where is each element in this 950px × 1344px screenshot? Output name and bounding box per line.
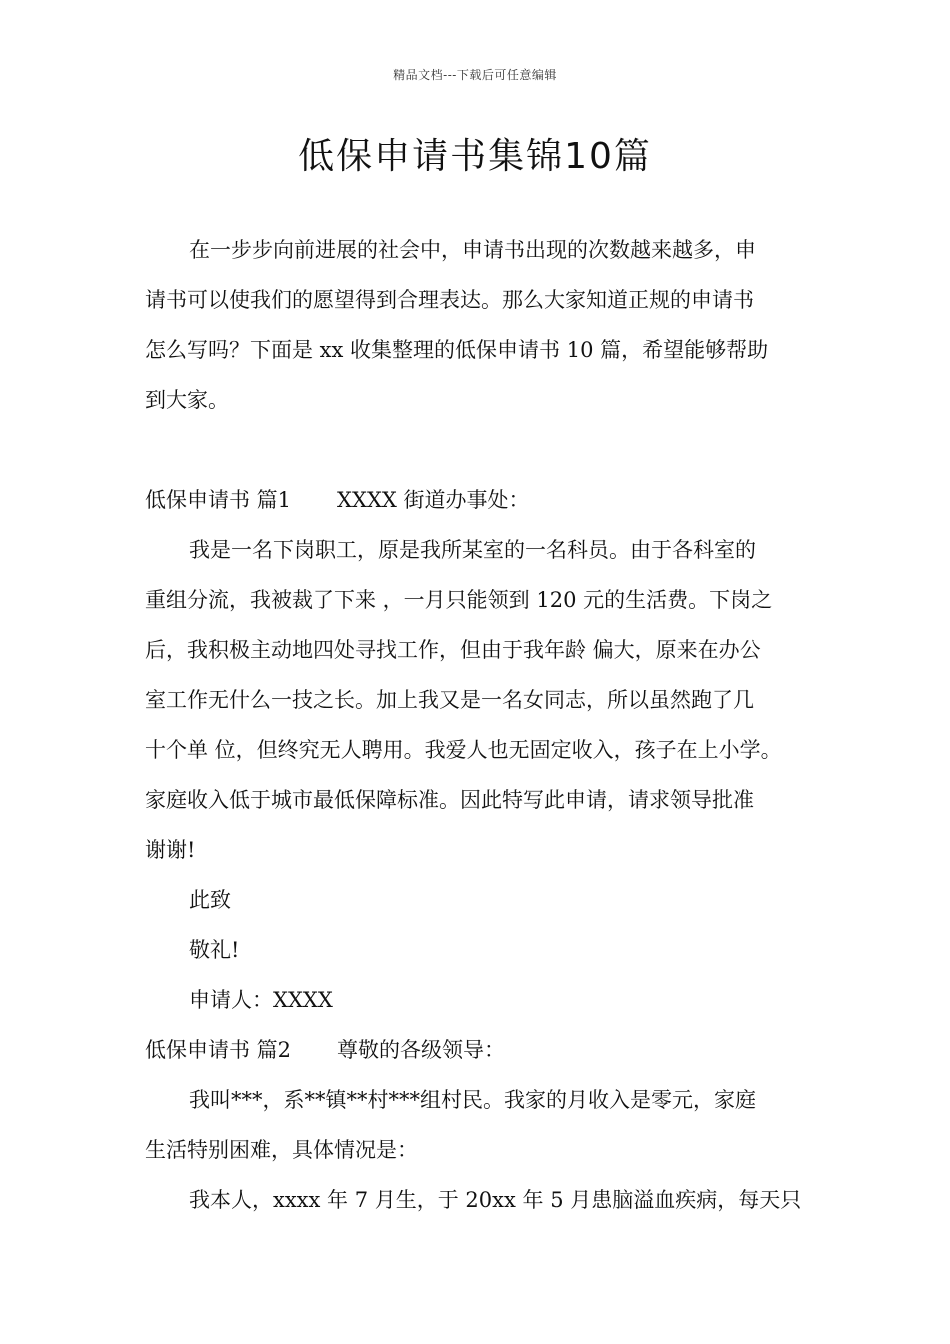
intro-line: 到大家。 <box>145 388 229 412</box>
section-1-line: 十个单 位，但终究无人聘用。我爱人也无固定收入，孩子在上小学。 <box>145 738 782 762</box>
closing-salutation: 此致 <box>189 888 231 912</box>
section-1-line: 谢谢! <box>145 838 196 862</box>
intro-paragraph <box>145 225 810 425</box>
section-2 <box>145 1025 810 1225</box>
section-1-line: 我是一名下岗职工，原是我所某室的一名科员。由于各科室的 <box>189 538 756 562</box>
paragraph-spacer <box>145 425 810 475</box>
closing-respect: 敬礼! <box>189 938 240 962</box>
section-2-line: 生活特别困难，具体情况是： <box>145 1138 418 1162</box>
section-2-label: 低保申请书 篇2 <box>145 1038 292 1062</box>
section-2-line: 我叫***，系**镇**村***组村民。我家的月收入是零元，家庭 <box>189 1088 756 1112</box>
section-1-label: 低保申请书 篇1 <box>145 488 292 512</box>
section-2-recipient: 尊敬的各级领导： <box>337 1038 506 1062</box>
section-1 <box>145 475 810 1025</box>
applicant-signature: 申请人：XXXX <box>189 988 333 1012</box>
document-body <box>145 225 810 1225</box>
intro-line: 在一步步向前进展的社会中，申请书出现的次数越来越多，申 <box>189 238 756 262</box>
section-2-line: 我本人，xxxx 年 7 月生，于 20xx 年 5 月患脑溢血疾病，每天只 <box>189 1188 802 1212</box>
section-1-recipient: XXXX 街道办事处： <box>337 488 530 512</box>
section-2-heading <box>145 1025 810 1075</box>
intro-line: 怎么写吗？下面是 xx 收集整理的低保申请书 10 篇，希望能够帮助 <box>145 338 769 362</box>
intro-line: 请书可以使我们的愿望得到合理表达。那么大家知道正规的申请书 <box>145 288 754 312</box>
section-1-line: 后，我积极主动地四处寻找工作，但由于我年龄 偏大，原来在办公 <box>145 638 761 662</box>
section-1-line: 重组分流，我被裁了下来 ，一月只能领到 120 元的生活费。下岗之 <box>145 588 773 612</box>
section-1-heading <box>145 475 810 525</box>
section-1-line: 室工作无什么一技之长。加上我又是一名女同志，所以虽然跑了几 <box>145 688 754 712</box>
header-note: 精品文档---下载后可任意编辑 <box>393 68 557 82</box>
section-1-line: 家庭收入低于城市最低保障标准。因此特写此申请，请求领导批准 <box>145 788 754 812</box>
document-title: 低保申请书集锦10篇 <box>298 136 652 177</box>
